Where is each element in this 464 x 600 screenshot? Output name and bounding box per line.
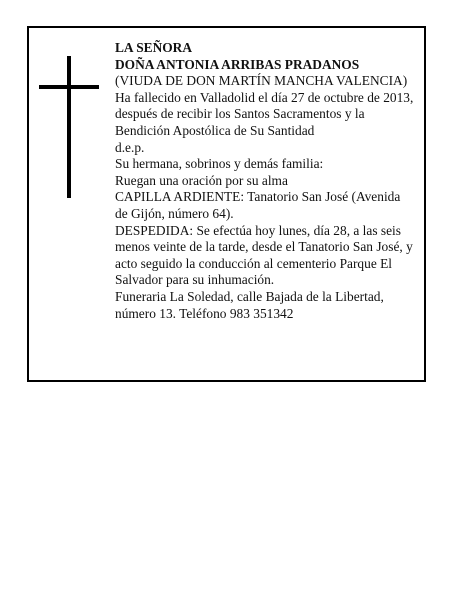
cross-horizontal-bar	[39, 85, 99, 89]
despedida: DESPEDIDA: Se efectúa hoy lunes, día 28, a las seis menos veinte de la tarde, desde el Tanatorio San José, y acto seguido la conducción al cementerio Parque El Salvador para su inhumación.	[115, 222, 413, 288]
capilla-ardiente: CAPILLA ARDIENTE: Tanatorio San José (Avenida de Gijón, número 64).	[115, 189, 401, 221]
dep-text: d.e.p.	[115, 139, 145, 155]
title-line: LA SEÑORA	[115, 40, 193, 55]
notice-text	[115, 40, 427, 322]
deceased-name: DOÑA ANTONIA ARRIBAS PRADANOS	[115, 56, 360, 72]
death-paragraph: Ha fallecido en Valladolid el día 27 de octubre de 2013, después de recibir los Santos Sacramentos y la Bendición Apostólica de Su Santidad	[115, 89, 414, 138]
prayer-line: Ruegan una oración por su alma	[115, 172, 288, 188]
obituary-notice	[27, 26, 426, 382]
widow-of: (VIUDA DE DON MARTÍN MANCHA VALENCIA)	[115, 73, 408, 89]
cross-vertical-bar	[67, 56, 71, 198]
family-line: Su hermana, sobrinos y demás familia:	[115, 156, 324, 172]
funeraria: Funeraria La Soledad, calle Bajada de la Libertad, número 13. Teléfono 983 351342	[115, 288, 384, 321]
